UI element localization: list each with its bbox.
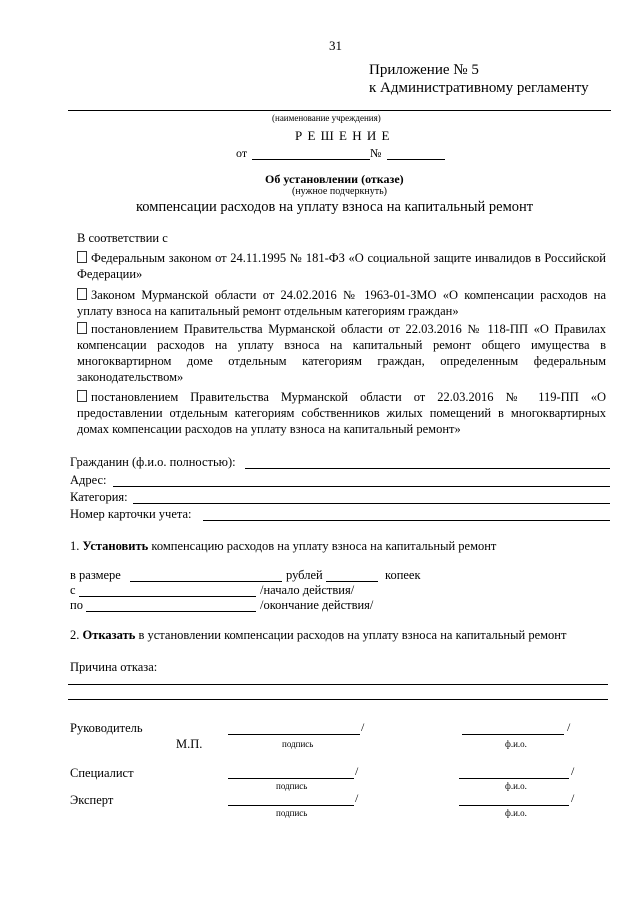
law-text-3: постановлением Правительства Мурманской области от 22.03.2016 № 118-ПП «О Правилах компенсации расходов на уплату взноса на капитальный ремонт общего имущества в многоквартирном доме отдельным категориям граждан, определенным федеральным законодательством»: [77, 322, 606, 384]
specialist-signature-hint: подпись: [276, 781, 308, 791]
checkbox-icon[interactable]: [77, 322, 87, 334]
law-item-4[interactable]: [77, 389, 606, 437]
expert-slash-1: /: [355, 791, 359, 805]
expert-fio-hint: ф.и.о.: [505, 808, 527, 818]
head-fio-hint: ф.и.о.: [505, 739, 527, 749]
address-label: Адрес:: [70, 473, 107, 487]
section2-heading: [70, 628, 566, 643]
kopecks-input-line[interactable]: [326, 581, 378, 582]
law-item-1[interactable]: [77, 250, 606, 282]
head-label: Руководитель: [70, 721, 143, 735]
rubles-input-line[interactable]: [130, 581, 282, 582]
specialist-slash-1: /: [355, 764, 359, 778]
start-date-input-line[interactable]: [79, 596, 256, 597]
expert-fio-line[interactable]: [459, 805, 569, 806]
start-hint: /начало действия/: [260, 583, 355, 597]
specialist-label: Специалист: [70, 766, 134, 780]
intro-text: В соответствии с: [77, 231, 168, 245]
appendix-number: Приложение № 5: [369, 62, 479, 78]
end-hint: /окончание действия/: [260, 598, 374, 612]
specialist-fio-line[interactable]: [459, 778, 569, 779]
institution-caption: (наименование учреждения): [272, 113, 381, 123]
section2-text: в установлении компенсации расходов на уплату взноса на капитальный ремонт: [138, 628, 567, 642]
law-text-1: Федеральным законом от 24.11.1995 № 181-ФЗ «О социальной защите инвалидов в Российской Федерации»: [77, 251, 606, 281]
specialist-slash-2: /: [571, 764, 575, 778]
category-input-line[interactable]: [133, 503, 610, 504]
head-slash-1: /: [361, 720, 365, 734]
checkbox-icon[interactable]: [77, 288, 87, 300]
decision-number-line[interactable]: [387, 159, 445, 160]
section2-number: 2.: [70, 628, 80, 642]
page-number: 31: [329, 38, 342, 53]
subject-title: Об установлении (отказе): [265, 172, 404, 186]
citizen-input-line[interactable]: [245, 468, 610, 469]
subject-hint: (нужное подчеркнуть): [292, 186, 387, 197]
expert-label: Эксперт: [70, 793, 114, 807]
kopecks-label: копеек: [385, 568, 421, 582]
subject-main: компенсации расходов на уплату взноса на капитальный ремонт: [136, 199, 534, 215]
decision-from-label: от: [236, 146, 248, 160]
rubles-label: рублей: [286, 568, 323, 582]
expert-slash-2: /: [571, 791, 575, 805]
end-date-input-line[interactable]: [86, 611, 256, 612]
head-fio-line[interactable]: [462, 734, 564, 735]
law-item-3[interactable]: [77, 321, 606, 385]
reason-label: Причина отказа:: [70, 660, 158, 674]
card-number-label: Номер карточки учета:: [70, 507, 192, 521]
address-input-line[interactable]: [113, 486, 610, 487]
end-to-label: по: [70, 598, 83, 612]
law-text-4: постановлением Правительства Мурманской области от 22.03.2016 № 119-ПП «О предоставлении отдельным категориям собственников жилых помещений в многоквартирных домах компенсации расходов на уплату взноса на капитальный ремонт»: [77, 390, 606, 436]
head-signature-hint: подпись: [282, 739, 314, 749]
start-from-label: с: [70, 583, 76, 597]
head-slash-2: /: [567, 720, 571, 734]
reason-input-line-2[interactable]: [68, 699, 608, 700]
reason-input-line-1[interactable]: [68, 684, 608, 685]
head-signature-line[interactable]: [228, 734, 360, 735]
expert-signature-hint: подпись: [276, 808, 308, 818]
stamp-label: М.П.: [176, 737, 203, 751]
section1-text: компенсацию расходов на уплату взноса на капитальный ремонт: [151, 539, 497, 553]
card-number-input-line[interactable]: [203, 520, 610, 521]
section1-bold: Установить: [82, 539, 149, 553]
section1-number: 1.: [70, 539, 80, 553]
decision-date-line[interactable]: [252, 159, 370, 160]
decision-title: Р Е Ш Е Н И Е: [295, 128, 391, 143]
institution-line[interactable]: [68, 110, 611, 111]
specialist-fio-hint: ф.и.о.: [505, 781, 527, 791]
section1-heading: [70, 539, 496, 554]
appendix-regulation: к Административному регламенту: [369, 80, 589, 96]
expert-signature-line[interactable]: [228, 805, 354, 806]
amount-label: в размере: [70, 568, 121, 582]
law-text-2: Законом Мурманской области от 24.02.2016 № 1963-01-ЗМО «О компенсации расходов на уплату взноса на капитальный ремонт отдельным категориям граждан»: [77, 288, 606, 318]
checkbox-icon[interactable]: [77, 390, 87, 402]
decision-no-label: №: [370, 146, 382, 160]
checkbox-icon[interactable]: [77, 251, 87, 263]
category-label: Категория:: [70, 490, 128, 504]
specialist-signature-line[interactable]: [228, 778, 354, 779]
citizen-label: Гражданин (ф.и.о. полностью):: [70, 455, 236, 469]
section2-bold: Отказать: [82, 628, 136, 642]
law-item-2[interactable]: [77, 287, 606, 319]
